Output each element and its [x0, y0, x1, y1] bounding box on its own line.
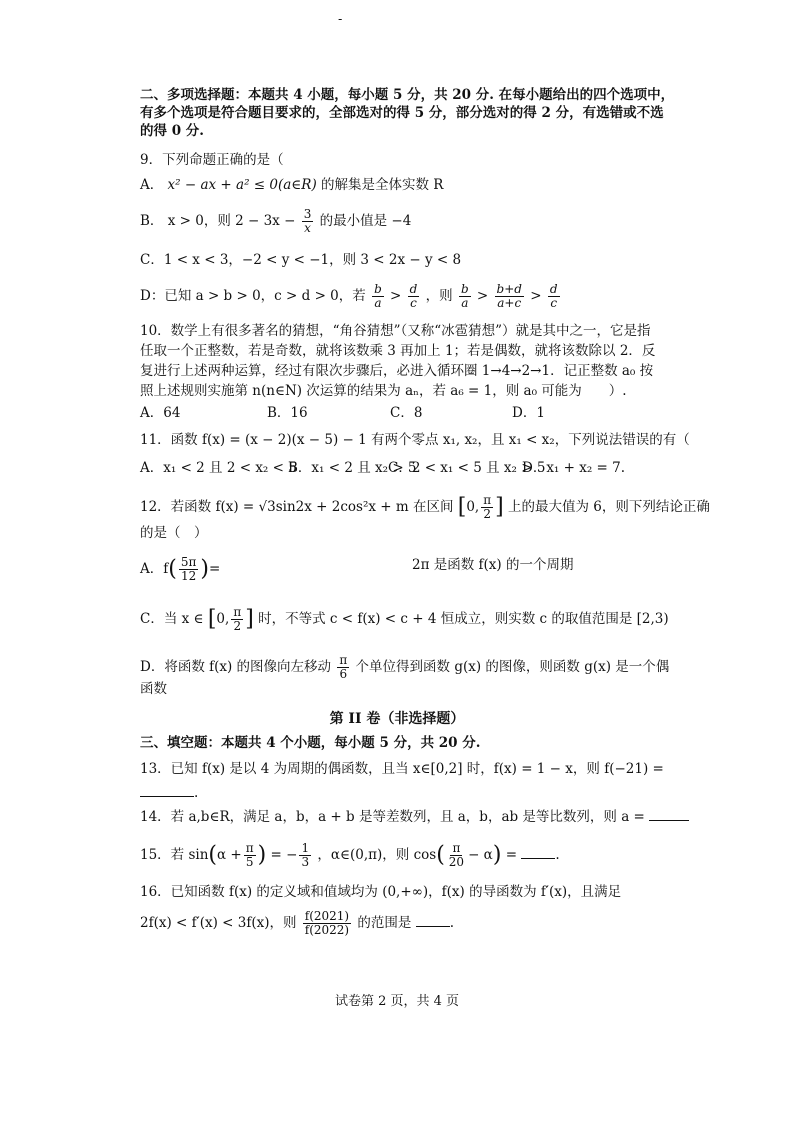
- q9-d-gt-1: >: [390, 288, 402, 304]
- q15-end: .: [555, 847, 560, 863]
- q10-line-4: 照上述规则实施第 n(n∈N) 次运算的结果为 aₙ，若 a₆ = 1，则 a₀ 可能为 ）.: [140, 383, 627, 399]
- q14-answer-blank[interactable]: [649, 808, 689, 821]
- q9-b-num: 3: [303, 207, 312, 221]
- q15-frac-3: [447, 842, 466, 869]
- q12-stem-post: 上的最大值为 6，则下列结论正确: [508, 499, 710, 515]
- q9-d-label: D：已知 a > b > 0，c > d > 0，若: [140, 288, 366, 304]
- q11-stem: 11．函数 f(x) = (x − 2)(x − 5) − 1 有两个零点 x₁, x₂，且 x₁ < x₂，下列说法错误的有（: [140, 432, 690, 448]
- page-footer: 试卷第 2 页，共 4 页: [334, 994, 460, 1009]
- q9-d-frac-4: [495, 283, 524, 310]
- q9-d-frac-1: [372, 283, 384, 310]
- q16-answer-blank[interactable]: [416, 914, 450, 927]
- q12-c-bracket-left: [: [207, 606, 217, 632]
- q11-option-b: B．x₁ < 2 且 x₂ > 5: [288, 460, 417, 476]
- q12-interval-frac: [481, 494, 493, 521]
- q9-d-frac-1-num: b: [374, 282, 382, 296]
- q9-a-text: 的解集是全体实数 R: [321, 177, 444, 193]
- q13-end: .: [194, 785, 199, 801]
- q10-option-d: D．1: [512, 405, 545, 421]
- q13-answer-line: [140, 784, 198, 802]
- q12-a-eq: =: [208, 561, 221, 577]
- q15-inner-1: α +: [217, 847, 242, 863]
- part-two-title: 第 II 卷（非选择题）: [329, 711, 465, 727]
- q12-d-num: π: [339, 653, 348, 667]
- q12-a-paren-right: ): [200, 556, 209, 582]
- q9-a-label: A．: [140, 177, 164, 193]
- q12-option-c: [140, 606, 669, 633]
- q15-post: =: [505, 847, 518, 863]
- q16-frac-den: f(2022): [304, 923, 350, 937]
- q12-c-pre: C．当 x ∈: [140, 611, 204, 627]
- q15-frac-3-num: π: [452, 841, 461, 855]
- q15-frac-2-den: 3: [301, 855, 310, 869]
- q16-pre: 2f(x) < f′(x) < 3f(x)，则: [140, 915, 297, 931]
- q12-stem-2: 的是（ ）: [140, 525, 208, 541]
- q10-line-2: 任取一个正整数，若是奇数，就将该数乘 3 再加上 1；若是偶数，就将该数除以 2．反: [140, 343, 656, 359]
- q15-paren-2-right: ): [492, 842, 502, 868]
- q16-frac: [303, 910, 351, 937]
- q16-line-1: 16．已知函数 f(x) 的定义域和值域均为 (0,+∞)，f(x) 的导函数为 f′(x)，且满足: [140, 884, 622, 900]
- q15-mid: ，α∈(0,π)，则 cos: [317, 847, 437, 863]
- q12-option-a: [140, 556, 220, 583]
- q12-bracket-left: [: [457, 494, 467, 520]
- q12-c-bracket-right: ]: [245, 606, 254, 632]
- q10-line-1: 10．数学上有很多著名的猜想，“角谷猜想”（又称“冰雹猜想”）就是其中之一，它是指: [140, 323, 651, 339]
- q15-inner-3: − α: [468, 847, 493, 863]
- q9-stem: 9．下列命题正确的是（: [140, 152, 284, 168]
- q12-d-frac: [337, 654, 349, 681]
- q9-option-d: [140, 283, 562, 310]
- q12-d-pre: D．将函数 f(x) 的图像向左移动: [140, 659, 332, 675]
- q9-d-frac-5-num: d: [549, 282, 558, 296]
- q15-frac-1-den: 5: [245, 855, 254, 869]
- q12-bracket-right: ]: [495, 494, 504, 520]
- q12-stem-pre: 12．若函数 f(x) = √3sin2x + 2cos²x + m 在区间: [140, 499, 454, 515]
- q9-b-label: B．: [140, 213, 164, 229]
- q9-d-frac-5: [548, 283, 560, 310]
- q9-d-mid: ，则: [425, 288, 453, 304]
- q16-line-2: [140, 910, 454, 937]
- section-intro-line-2: 有多个选项是符合题目要求的，全部选对的得 5 分，部分选对的得 2 分，有选错或不选: [140, 105, 664, 121]
- q11-option-c: C．2 < x₁ < 5 且 x₂ > 5: [388, 460, 546, 476]
- q15-paren-1-right: ): [257, 842, 267, 868]
- q15-paren-2-left: (: [436, 842, 445, 868]
- q9-option-b: [140, 208, 411, 235]
- q12-interval-den: 2: [483, 507, 491, 521]
- q9-d-frac-3-num: b: [460, 282, 469, 296]
- q15-pre: 15．若 sin: [140, 847, 209, 863]
- q9-d-frac-2: [408, 283, 420, 310]
- q12-a-label: A．f: [140, 561, 169, 577]
- q15-paren-1-left: (: [208, 842, 218, 868]
- q9-d-frac-4-num: b+d: [496, 282, 522, 296]
- q15-line: [140, 842, 560, 869]
- q12-c-frac: [231, 606, 243, 633]
- q9-option-a: [140, 176, 443, 194]
- top-mark: -: [338, 12, 343, 26]
- q9-d-frac-4-den: a+c: [497, 296, 522, 310]
- q13-answer-blank[interactable]: [140, 784, 194, 797]
- q12-option-b: 2π 是函数 f(x) 的一个周期: [412, 557, 574, 573]
- q9-d-gt-3: >: [530, 288, 542, 304]
- q9-option-c: C．1 < x < 3，−2 < y < −1，则 3 < 2x − y < 8: [140, 252, 462, 268]
- q16-frac-num: f(2021): [304, 909, 350, 923]
- section-intro-line-3: 的得 0 分.: [140, 123, 204, 139]
- q11-option-a: A．x₁ < 2 且 2 < x₂ < 5: [140, 460, 297, 476]
- q14-line: [140, 808, 689, 826]
- q12-interval-num: π: [483, 493, 492, 507]
- q9-b-den: x: [304, 221, 311, 235]
- q9-b-post: 的最小值是 −4: [319, 213, 412, 229]
- q15-frac-2-num: 1: [301, 841, 310, 855]
- q9-a-math: x² − ax + a² ≤ 0(a∈R): [167, 177, 317, 193]
- q9-b-fraction: [302, 208, 314, 235]
- q9-d-frac-3: [459, 283, 471, 310]
- q15-frac-3-den: 20: [448, 855, 465, 869]
- q12-d-post: 个单位得到函数 g(x) 的图像，则函数 g(x) 是一个偶: [355, 659, 670, 675]
- fill-section-intro: 三、填空题：本题共 4 个小题，每小题 5 分，共 20 分.: [140, 735, 481, 751]
- q13-line-1: 13．已知 f(x) 是以 4 为周期的偶函数，且当 x∈[0,2] 时，f(x) = 1 − x，则 f(−21) =: [140, 761, 664, 777]
- section-intro-line-1: 二、多项选择题：本题共 4 小题，每小题 5 分，共 20 分. 在每小题给出的四个选项中，: [140, 87, 675, 103]
- q9-d-frac-1-den: a: [374, 296, 382, 310]
- q9-d-frac-2-den: c: [410, 296, 417, 310]
- q16-end: .: [449, 915, 454, 931]
- q12-c-den: 2: [233, 619, 242, 633]
- q12-d-line-2: 函数: [140, 681, 167, 697]
- q16-post: 的范围是: [357, 915, 412, 931]
- q15-eq: = −: [270, 847, 298, 863]
- q9-b-pre: x > 0，则 2 − 3x −: [167, 213, 296, 229]
- q12-d-den: 6: [339, 667, 348, 681]
- q12-c-num: π: [233, 605, 242, 619]
- q12-stem: [140, 494, 710, 521]
- q10-option-c: C．8: [390, 405, 423, 421]
- q9-d-frac-2-num: d: [409, 282, 418, 296]
- q12-a-paren-left: (: [168, 556, 177, 582]
- q12-interval-left: 0,: [466, 499, 480, 515]
- q12-a-den: 12: [180, 569, 197, 583]
- q15-answer-blank[interactable]: [521, 846, 555, 859]
- q12-a-frac: [179, 556, 199, 583]
- q12-c-interval-left: 0,: [216, 611, 230, 627]
- q15-frac-2: [299, 842, 311, 869]
- q9-d-frac-3-den: a: [461, 296, 469, 310]
- q9-d-gt-2: >: [476, 288, 489, 304]
- q12-option-d: [140, 654, 669, 681]
- q15-frac-1: [244, 842, 256, 869]
- q10-line-3: 复进行上述两种运算，经过有限次步骤后，必进入循环圈 1→4→2→1．记正整数 a₀ 按: [140, 363, 654, 379]
- q9-d-frac-5-den: c: [550, 296, 558, 310]
- q15-frac-1-num: π: [245, 841, 254, 855]
- q10-option-a: A．64: [140, 405, 181, 421]
- q12-a-num: 5π: [180, 555, 197, 569]
- q10-option-b: B．16: [267, 405, 308, 421]
- q11-option-d: D．x₁ + x₂ = 7.: [522, 460, 626, 476]
- q14-text: 14．若 a,b∈R，满足 a，b，a + b 是等差数列，且 a，b，ab 是等比数列，则 a =: [140, 809, 645, 825]
- q12-c-post: 时，不等式 c < f(x) < c + 4 恒成立，则实数 c 的取值范围是 [2,3): [258, 611, 669, 627]
